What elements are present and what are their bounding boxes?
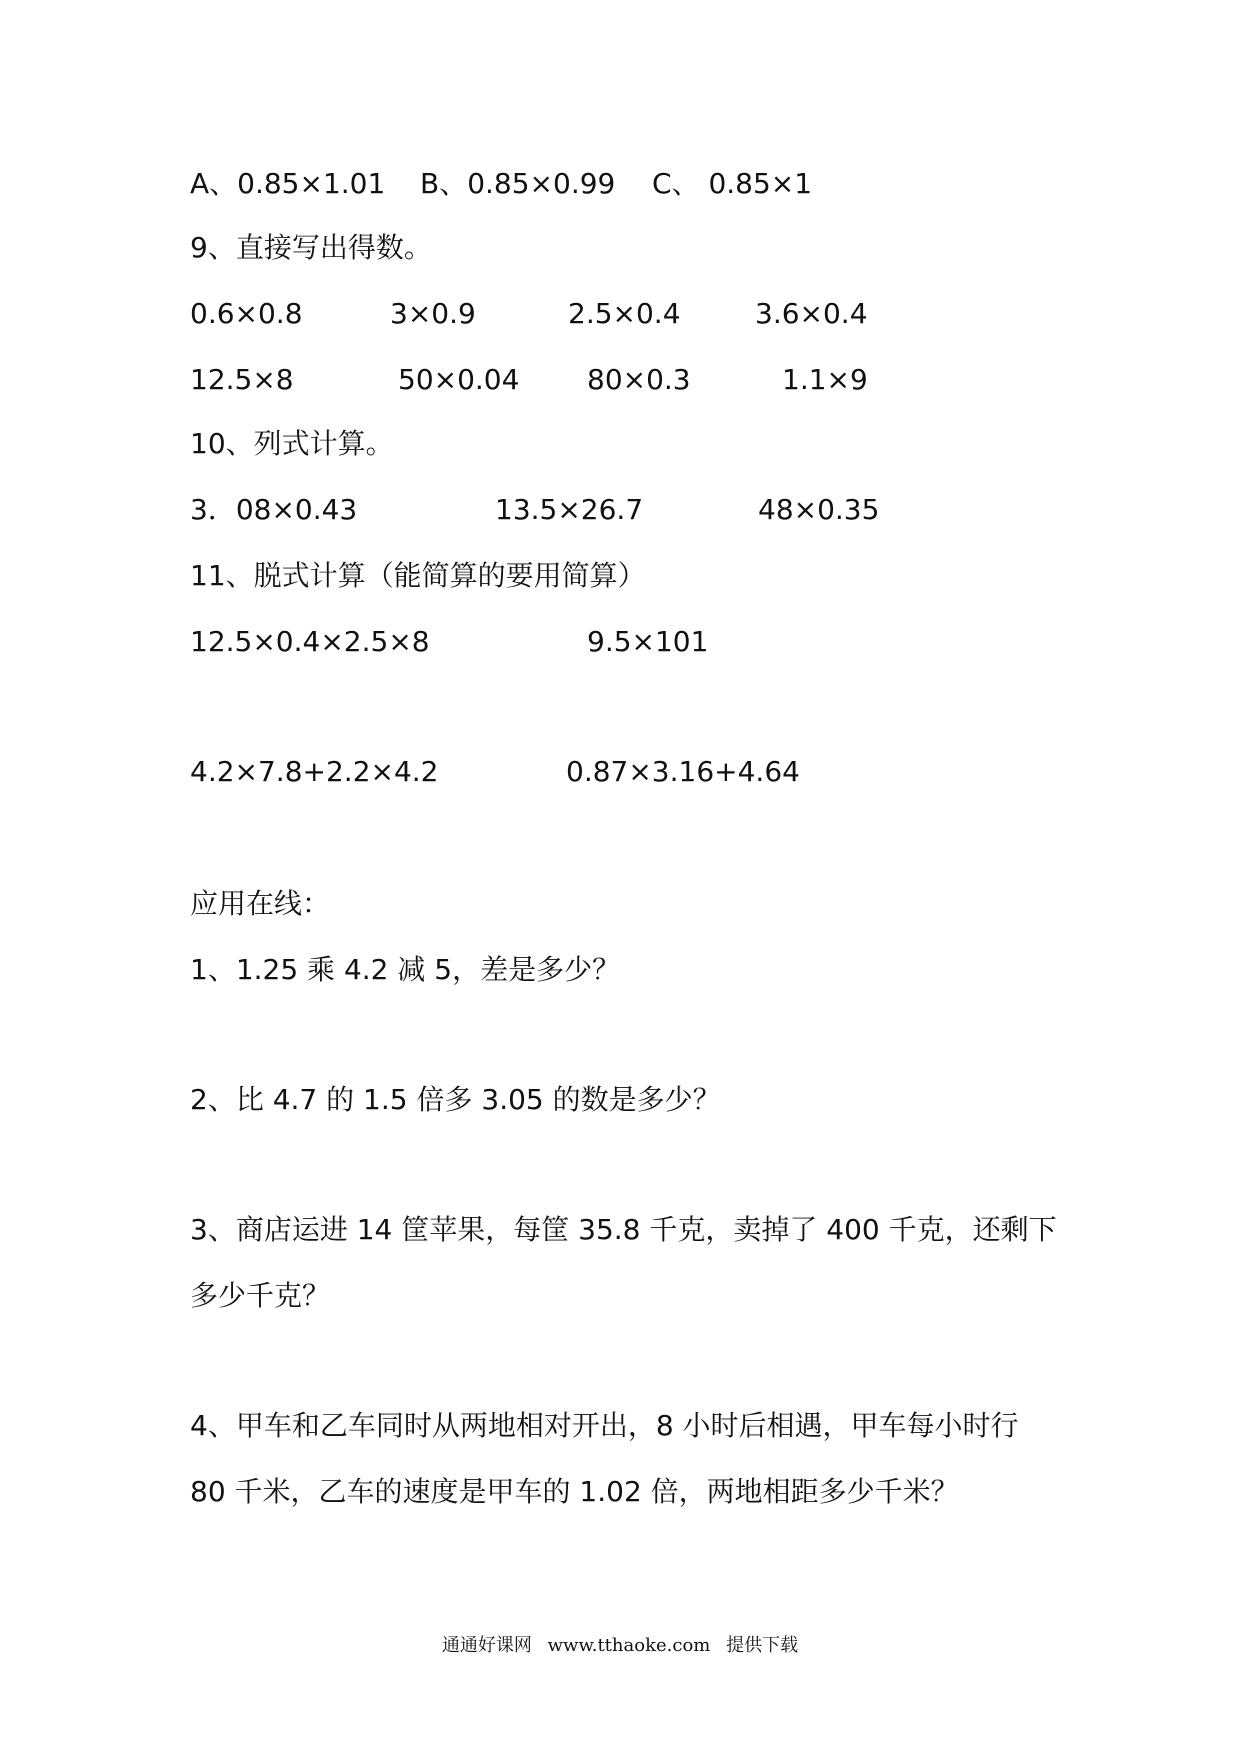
footer-url[interactable]: www.tthaoke.com bbox=[547, 1635, 711, 1656]
q9-expr: 50×0.04 bbox=[398, 363, 520, 396]
app-question-3-line-2: 多少千克？ bbox=[190, 1279, 331, 1312]
app-question-3-line-1: 3、商店运进 14 筐苹果，每筐 35.8 千克，卖掉了 400 千克，还剩下 bbox=[190, 1213, 1057, 1246]
application-title: 应用在线： bbox=[190, 887, 331, 920]
q9-expr: 1.1×9 bbox=[782, 363, 868, 396]
q11-expr: 0.87×3.16+4.64 bbox=[566, 755, 800, 788]
option-c: C、 0.85×1 bbox=[652, 167, 813, 200]
q11-expr: 9.5×101 bbox=[587, 625, 709, 658]
q9-title: 9、直接写出得数。 bbox=[190, 231, 432, 264]
option-b: B、0.85×0.99 bbox=[420, 167, 616, 200]
q9-expr: 3×0.9 bbox=[390, 297, 476, 330]
app-question-4-line-2: 80 千米，乙车的速度是甲车的 1.02 倍，两地相距多少千米？ bbox=[190, 1475, 959, 1508]
app-question-1: 1、1.25 乘 4.2 减 5，差是多少？ bbox=[190, 953, 621, 986]
q10-title: 10、列式计算。 bbox=[190, 427, 394, 460]
q9-expr: 0.6×0.8 bbox=[190, 297, 303, 330]
q10-expr: 3．08×0.43 bbox=[190, 493, 358, 526]
q9-expr: 80×0.3 bbox=[587, 363, 691, 396]
app-question-4-line-1: 4、甲车和乙车同时从两地相对开出，8 小时后相遇，甲车每小时行 bbox=[190, 1409, 1019, 1442]
page-footer bbox=[0, 1632, 1240, 1660]
q10-expr: 13.5×26.7 bbox=[495, 493, 644, 526]
footer-site-name: 通通好课网 bbox=[441, 1635, 532, 1656]
q11-expr: 12.5×0.4×2.5×8 bbox=[190, 625, 430, 658]
q11-expr: 4.2×7.8+2.2×4.2 bbox=[190, 755, 439, 788]
q9-expr: 12.5×8 bbox=[190, 363, 294, 396]
q9-expr: 3.6×0.4 bbox=[755, 297, 868, 330]
q10-expr: 48×0.35 bbox=[758, 493, 880, 526]
q11-title: 11、脱式计算（能简算的要用简算） bbox=[190, 559, 646, 592]
option-a: A、0.85×1.01 bbox=[190, 167, 386, 200]
app-question-2: 2、比 4.7 的 1.5 倍多 3.05 的数是多少？ bbox=[190, 1083, 721, 1116]
footer-suffix: 提供下载 bbox=[726, 1635, 799, 1656]
q9-expr: 2.5×0.4 bbox=[568, 297, 681, 330]
